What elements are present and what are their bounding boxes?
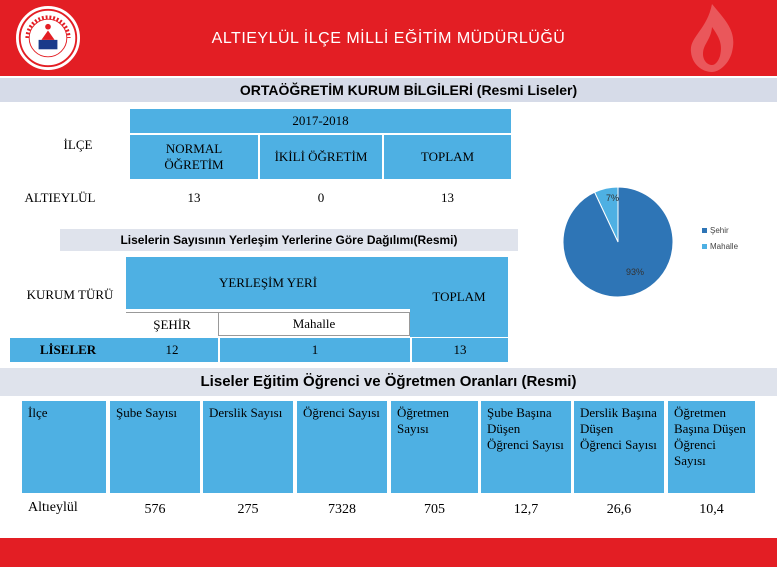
t1-row-ilce-value: ALTIEYLÜL bbox=[24, 190, 96, 205]
t2-row-mahalle bbox=[220, 338, 410, 362]
t1-col-toplam-label: TOPLAM bbox=[420, 149, 475, 164]
header-banner bbox=[0, 0, 777, 76]
t1-row-toplam-value: 13 bbox=[441, 190, 454, 205]
t2-row-sehir bbox=[126, 338, 218, 362]
t3-header-derslik-basina: Derslik Başına Düşen Öğrenci Sayısı bbox=[574, 401, 664, 493]
t1-col-ikili-label: İKİLİ ÖĞRETİM bbox=[274, 149, 368, 164]
t3-header-derslik: Derslik Sayısı bbox=[203, 401, 293, 493]
section2-title-bar bbox=[60, 229, 518, 251]
legend-item-sehir bbox=[702, 226, 729, 235]
t2-row-label bbox=[10, 338, 126, 362]
t2-row-mahalle-value: 1 bbox=[311, 342, 319, 357]
t2-col-mahalle-label: Mahalle bbox=[292, 316, 336, 331]
t2-col-mahalle bbox=[218, 312, 410, 336]
t1-ilce-label: İLÇE bbox=[63, 137, 93, 152]
t3-cell-sube: 576 bbox=[110, 496, 200, 524]
section3-title: Liseler Eğitim Öğrenci ve Öğretmen Oranları (Resmi) bbox=[200, 373, 577, 390]
section1-title: ORTAÖĞRETİM KURUM BİLGİLERİ (Resmi Liseler) bbox=[239, 82, 578, 98]
t2-row-toplam-value: 13 bbox=[453, 342, 467, 357]
legend-item-mahalle bbox=[702, 242, 738, 251]
t3-header-ilce: İlçe bbox=[22, 401, 106, 493]
page-title: ALTIEYLÜL İLÇE MİLLİ EĞİTİM MÜDÜRLÜĞÜ bbox=[211, 30, 566, 47]
t2-row-label-text: LİSELER bbox=[39, 342, 97, 357]
pie-slice-sehir bbox=[563, 187, 673, 297]
t2-kurum-turu-label: KURUM TÜRÜ bbox=[26, 287, 114, 302]
t2-kurum-turu-header bbox=[10, 283, 130, 307]
t3-header-sube: Şube Sayısı bbox=[110, 401, 200, 493]
section3-title-bar bbox=[0, 368, 777, 396]
section1-title-bar bbox=[0, 78, 777, 102]
t3-cell-sube-basina: 12,7 bbox=[481, 496, 571, 524]
footer-bar bbox=[0, 538, 777, 567]
t2-row-sehir-value: 12 bbox=[165, 342, 179, 357]
t1-ilce-header bbox=[30, 134, 126, 156]
pie-chart-svg bbox=[560, 180, 700, 305]
section2-title: Liselerin Sayısının Yerleşim Yerlerine Göre Dağılımı(Resmi) bbox=[120, 233, 458, 247]
pie-label-mahalle: 7% bbox=[606, 193, 620, 203]
t1-col-ikili bbox=[260, 135, 382, 179]
ministry-logo bbox=[14, 4, 82, 72]
t3-cell-ogretmen-basina: 10,4 bbox=[668, 496, 755, 524]
t3-cell-derslik-basina: 26,6 bbox=[574, 496, 664, 524]
t3-header-ogretmen: Öğretmen Sayısı bbox=[391, 401, 478, 493]
pie-label-sehir: 93% bbox=[626, 267, 645, 277]
t1-row-ikili bbox=[260, 185, 382, 211]
legend-swatch-mahalle bbox=[702, 244, 707, 249]
t3-header-ogretmen-basina: Öğretmen Başına Düşen Öğrenci Sayısı bbox=[668, 401, 755, 493]
t3-cell-ilce: Altıeylül bbox=[22, 496, 106, 524]
t2-row-toplam bbox=[412, 338, 508, 362]
t3-header-ogrenci: Öğrenci Sayısı bbox=[297, 401, 387, 493]
legend-swatch-sehir bbox=[702, 228, 707, 233]
t1-year-label: 2017-2018 bbox=[292, 113, 349, 128]
t1-row-normal-value: 13 bbox=[187, 190, 201, 205]
pie-chart bbox=[560, 180, 700, 305]
t1-year-header bbox=[130, 109, 511, 133]
t2-yerlesim-label: YERLEŞİM YERİ bbox=[218, 275, 318, 290]
t1-row-ikili-value: 0 bbox=[317, 190, 325, 205]
t2-toplam-label: TOPLAM bbox=[432, 289, 486, 304]
t3-cell-derslik: 275 bbox=[203, 496, 293, 524]
t3-header-sube-basina: Şube Başına Düşen Öğrenci Sayısı bbox=[481, 401, 571, 493]
t2-toplam-header bbox=[410, 257, 508, 337]
t1-row-toplam bbox=[384, 185, 511, 211]
t1-col-normal-label: NORMAL ÖĞRETİM bbox=[164, 141, 224, 172]
t2-col-sehir bbox=[126, 312, 218, 336]
t2-col-sehir-label: ŞEHİR bbox=[153, 316, 191, 332]
legend-label-sehir: Şehir bbox=[710, 226, 729, 235]
t2-yerlesim-header bbox=[126, 257, 410, 309]
t1-row-normal bbox=[130, 185, 258, 211]
t3-cell-ogretmen: 705 bbox=[391, 496, 478, 524]
legend-label-mahalle: Mahalle bbox=[710, 242, 739, 251]
t3-cell-ogrenci: 7328 bbox=[297, 496, 387, 524]
t1-col-toplam bbox=[384, 135, 511, 179]
t1-col-normal bbox=[130, 135, 258, 179]
t1-row-ilce bbox=[10, 185, 110, 211]
